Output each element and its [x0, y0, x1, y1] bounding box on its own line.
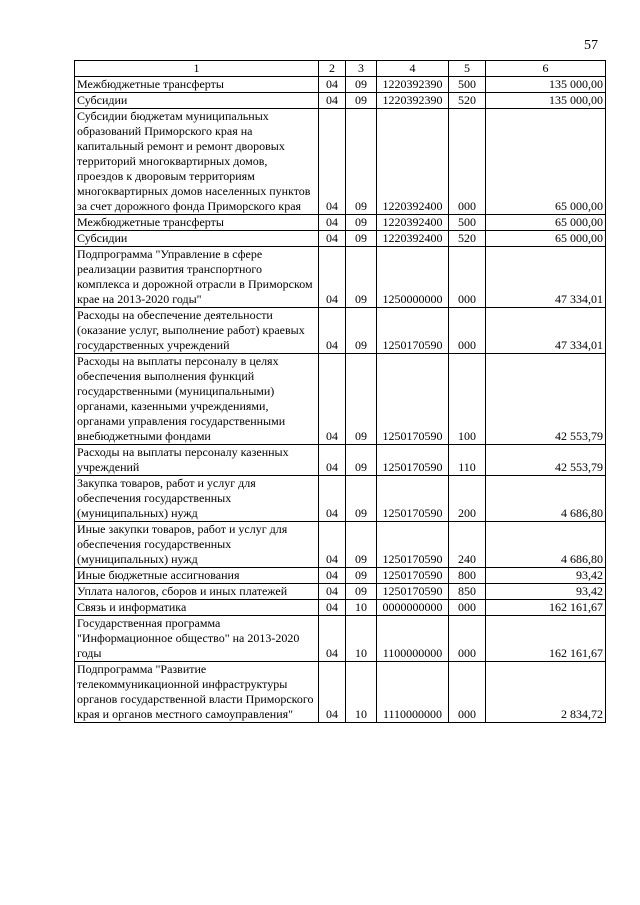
row-amount: 42 553,79	[486, 445, 606, 476]
row-code-2: 04	[319, 109, 346, 215]
row-code-3: 09	[346, 231, 377, 247]
row-amount: 93,42	[486, 568, 606, 584]
row-description: Межбюджетные трансферты	[75, 77, 319, 93]
row-expense-type: 800	[449, 568, 486, 584]
row-expense-type: 110	[449, 445, 486, 476]
row-code-3: 09	[346, 215, 377, 231]
row-expense-type: 100	[449, 354, 486, 445]
table-row	[75, 308, 606, 354]
row-target-article: 1220392400	[377, 215, 449, 231]
row-code-2: 04	[319, 308, 346, 354]
row-code-2: 04	[319, 568, 346, 584]
table-row	[75, 93, 606, 109]
row-amount: 93,42	[486, 584, 606, 600]
row-description: Иные закупки товаров, работ и услуг для обеспечения государственных (муниципальных) нужд	[75, 522, 319, 568]
row-code-2: 04	[319, 247, 346, 308]
row-expense-type: 000	[449, 109, 486, 215]
row-amount: 2 834,72	[486, 662, 606, 723]
row-target-article: 1220392390	[377, 77, 449, 93]
table-row	[75, 584, 606, 600]
row-target-article: 1100000000	[377, 616, 449, 662]
row-target-article: 1220392390	[377, 93, 449, 109]
header-row	[75, 61, 606, 77]
table-row	[75, 600, 606, 616]
header-cell: 4	[377, 61, 449, 77]
row-target-article: 1250170590	[377, 445, 449, 476]
row-expense-type: 000	[449, 616, 486, 662]
row-code-3: 09	[346, 476, 377, 522]
row-amount: 135 000,00	[486, 77, 606, 93]
row-description: Расходы на выплаты персоналу казенных учреждений	[75, 445, 319, 476]
table-row	[75, 215, 606, 231]
row-code-2: 04	[319, 662, 346, 723]
row-amount: 65 000,00	[486, 215, 606, 231]
row-code-3: 09	[346, 354, 377, 445]
header-cell: 3	[346, 61, 377, 77]
row-amount: 47 334,01	[486, 247, 606, 308]
row-description: Расходы на обеспечение деятельности (оказание услуг, выполнение работ) краевых государственных учреждений	[75, 308, 319, 354]
row-description: Субсидии	[75, 231, 319, 247]
row-code-3: 09	[346, 77, 377, 93]
row-expense-type: 000	[449, 600, 486, 616]
table-row	[75, 354, 606, 445]
row-amount: 42 553,79	[486, 354, 606, 445]
row-description: Подпрограмма "Развитие телекоммуникационной инфраструктуры органов государственной власти Приморского края и органов местного самоуправления"	[75, 662, 319, 723]
row-target-article: 0000000000	[377, 600, 449, 616]
table-row	[75, 662, 606, 723]
row-amount: 162 161,67	[486, 616, 606, 662]
row-description: Субсидии	[75, 93, 319, 109]
row-target-article: 1250170590	[377, 568, 449, 584]
row-target-article: 1220392400	[377, 231, 449, 247]
row-expense-type: 500	[449, 77, 486, 93]
row-amount: 65 000,00	[486, 231, 606, 247]
row-code-3: 09	[346, 568, 377, 584]
row-description: Уплата налогов, сборов и иных платежей	[75, 584, 319, 600]
row-expense-type: 520	[449, 93, 486, 109]
row-amount: 4 686,80	[486, 522, 606, 568]
row-target-article: 1250000000	[377, 247, 449, 308]
row-code-2: 04	[319, 231, 346, 247]
header-cell: 5	[449, 61, 486, 77]
table-row	[75, 445, 606, 476]
row-expense-type: 000	[449, 662, 486, 723]
row-description: Подпрограмма "Управление в сфере реализации развития транспортного комплекса и дорожной отрасли в Приморском крае на 2013-2020 годы"	[75, 247, 319, 308]
row-expense-type: 520	[449, 231, 486, 247]
row-code-2: 04	[319, 215, 346, 231]
row-description: Расходы на выплаты персоналу в целях обеспечения выполнения функций государственными (муниципальными) органами, казенными учреждениями, органами управления государственными внебюджетными фондами	[75, 354, 319, 445]
row-code-3: 09	[346, 584, 377, 600]
header-cell: 2	[319, 61, 346, 77]
row-code-3: 09	[346, 522, 377, 568]
table-row	[75, 476, 606, 522]
row-code-3: 10	[346, 662, 377, 723]
row-target-article: 1110000000	[377, 662, 449, 723]
row-code-2: 04	[319, 354, 346, 445]
row-target-article: 1250170590	[377, 308, 449, 354]
budget-table	[74, 60, 606, 723]
row-code-3: 09	[346, 445, 377, 476]
row-code-2: 04	[319, 77, 346, 93]
table-row	[75, 616, 606, 662]
row-target-article: 1250170590	[377, 522, 449, 568]
table-row	[75, 109, 606, 215]
row-description: Межбюджетные трансферты	[75, 215, 319, 231]
row-expense-type: 500	[449, 215, 486, 231]
row-amount: 47 334,01	[486, 308, 606, 354]
row-code-2: 04	[319, 584, 346, 600]
row-code-2: 04	[319, 476, 346, 522]
row-amount: 162 161,67	[486, 600, 606, 616]
row-code-3: 09	[346, 247, 377, 308]
row-code-2: 04	[319, 445, 346, 476]
row-amount: 4 686,80	[486, 476, 606, 522]
row-code-2: 04	[319, 616, 346, 662]
row-code-3: 09	[346, 109, 377, 215]
row-code-3: 10	[346, 616, 377, 662]
row-code-3: 09	[346, 93, 377, 109]
row-code-3: 10	[346, 600, 377, 616]
row-expense-type: 000	[449, 308, 486, 354]
row-amount: 65 000,00	[486, 109, 606, 215]
row-amount: 135 000,00	[486, 93, 606, 109]
row-description: Закупка товаров, работ и услуг для обеспечения государственных (муниципальных) нужд	[75, 476, 319, 522]
row-target-article: 1250170590	[377, 354, 449, 445]
table-row	[75, 247, 606, 308]
row-description: Государственная программа "Информационное общество" на 2013-2020 годы	[75, 616, 319, 662]
row-target-article: 1250170590	[377, 584, 449, 600]
header-cell: 1	[75, 61, 319, 77]
row-expense-type: 240	[449, 522, 486, 568]
table-row	[75, 568, 606, 584]
row-target-article: 1250170590	[377, 476, 449, 522]
header-cell: 6	[486, 61, 606, 77]
row-description: Субсидии бюджетам муниципальных образований Приморского края на капитальный ремонт и ремонт дворовых территорий многоквартирных домов, проездов к дворовым территориям многоквартирных домов населенных пунктов за счет дорожного фонда Приморского края	[75, 109, 319, 215]
row-target-article: 1220392400	[377, 109, 449, 215]
row-description: Связь и информатика	[75, 600, 319, 616]
table-row	[75, 231, 606, 247]
page-number: 57	[584, 38, 598, 53]
row-code-2: 04	[319, 522, 346, 568]
row-code-3: 09	[346, 308, 377, 354]
row-expense-type: 850	[449, 584, 486, 600]
row-expense-type: 000	[449, 247, 486, 308]
row-expense-type: 200	[449, 476, 486, 522]
table-row	[75, 522, 606, 568]
row-description: Иные бюджетные ассигнования	[75, 568, 319, 584]
row-code-2: 04	[319, 93, 346, 109]
table-row	[75, 77, 606, 93]
row-code-2: 04	[319, 600, 346, 616]
